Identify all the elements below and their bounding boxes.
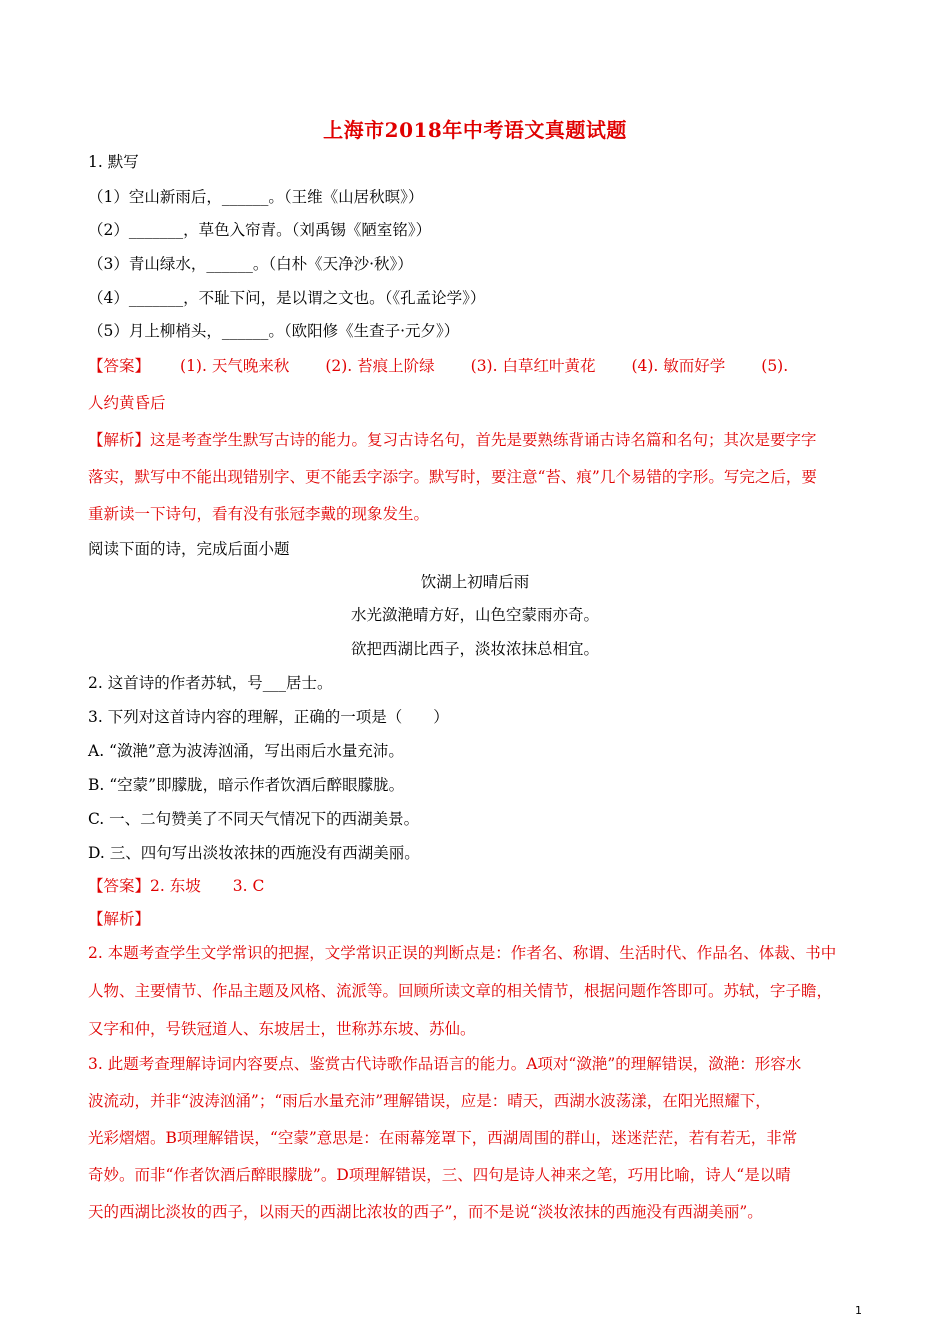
- page-number: 1: [855, 1304, 862, 1317]
- analysis3-line-1: 3. 此题考查理解诗词内容要点、鉴赏古代诗歌作品语言的能力。A项对“潋滟”的理解错误，潋滟：形容水: [88, 1055, 802, 1073]
- answer-3: (3). 白草红叶黄花: [470, 357, 596, 375]
- q3-option-b: B. “空蒙”即朦胧，暗示作者饮酒后醉眼朦胧。: [88, 776, 405, 794]
- poem-line-2: 欲把西湖比西子，淡妆浓抹总相宜。: [350, 640, 599, 658]
- answer23-tag: 【答案】: [88, 877, 151, 895]
- q1-answer: [88, 356, 788, 376]
- analysis23-tag: 【解析】: [88, 910, 151, 928]
- q1-item-4: （4）_______，不耻下问，是以谓之文也。（《孔孟论学》）: [88, 289, 486, 307]
- q3-stem: 3. 下列对这首诗内容的理解，正确的一项是（ ）: [88, 708, 449, 726]
- q1-analysis-line-3: 重新读一下诗句，看有没有张冠李戴的现象发生。: [88, 505, 430, 523]
- poem-title: 饮湖上初晴后雨: [420, 573, 530, 591]
- answer-4: (4). 敏而好学: [631, 357, 726, 375]
- q1-item-1: （1）空山新雨后，______。（王维《山居秋暝》）: [88, 188, 424, 206]
- q3-option-a: A. “潋滟”意为波涛汹涌，写出雨后水量充沛。: [88, 742, 404, 760]
- q3-option-d: D. 三、四句写出淡妆浓抹的西施没有西湖美丽。: [88, 844, 420, 862]
- analysis2-line-1: 2. 本题考查学生文学常识的把握，文学常识正误的判断点是：作者名、称谓、生活时代、作品名、体裁、书中: [88, 944, 837, 962]
- answer-5-cont: 人约黄昏后: [88, 394, 166, 412]
- answer-5-start: (5).: [761, 357, 789, 375]
- analysis2-line-3: 又字和仲，号铁冠道人、东坡居士，世称苏东坡、苏仙。: [88, 1020, 476, 1038]
- answer-2: (2). 苔痕上阶绿: [325, 357, 435, 375]
- q1-item-5: （5）月上柳梢头，______。（欧阳修《生查子·元夕》）: [88, 322, 460, 340]
- analysis3-line-2: 波流动，并非“波涛汹涌”；“雨后水量充沛”理解错误，应是：晴天，西湖水波荡漾，在阳光照耀下，: [88, 1092, 771, 1110]
- answer-1: (1). 天气晚来秋: [180, 357, 290, 375]
- page-title: 上海市2018年中考语文真题试题: [323, 118, 627, 142]
- analysis3-line-4: 奇妙。而非“作者饮酒后醉眼朦胧”。D项理解错误，三、四句是诗人神来之笔，巧用比喻，诗人“是以晴: [88, 1166, 791, 1184]
- answer-tag: 【答案】: [88, 357, 151, 375]
- poem-line-1: 水光潋滟晴方好，山色空蒙雨亦奇。: [350, 606, 599, 624]
- poem-intro: 阅读下面的诗，完成后面小题: [88, 540, 290, 558]
- answer23: [88, 876, 264, 896]
- answer23-a2: 2. 东坡: [150, 877, 201, 895]
- q1-heading: 1. 默写: [88, 153, 139, 171]
- analysis3-line-3: 光彩熠熠。B项理解错误，“空蒙”意思是：在雨幕笼罩下，西湖周围的群山，迷迷茫茫，若有若无，非常: [88, 1129, 798, 1147]
- q1-analysis-line-2: 落实，默写中不能出现错别字、更不能丢字添字。默写时，要注意“苔、痕”几个易错的字形。写完之后，要: [88, 468, 817, 486]
- analysis3-line-5: 天的西湖比淡妆的西子，以雨天的西湖比浓妆的西子”，而不是说“淡妆浓抹的西施没有西湖美丽”。: [88, 1203, 763, 1221]
- q1-item-2: （2）_______，草色入帘青。（刘禹锡《陋室铭》）: [88, 221, 432, 239]
- q3-option-c: C. 一、二句赞美了不同天气情况下的西湖美景。: [88, 810, 420, 828]
- q1-analysis-line-1: 【解析】这是考查学生默写古诗的能力。复习古诗名句，首先是要熟练背诵古诗名篇和名句；其次是要字字: [88, 431, 817, 449]
- answer23-a3: 3. C: [232, 877, 265, 895]
- q1-item-3: （3）青山绿水，______。（白朴《天净沙·秋》）: [88, 255, 413, 273]
- q2-stem: 2. 这首诗的作者苏轼，号___居士。: [88, 674, 333, 692]
- analysis2-line-2: 人物、主要情节、作品主题及风格、流派等。回顾所读文章的相关情节，根据问题作答即可。苏轼，字子瞻，: [88, 982, 833, 1000]
